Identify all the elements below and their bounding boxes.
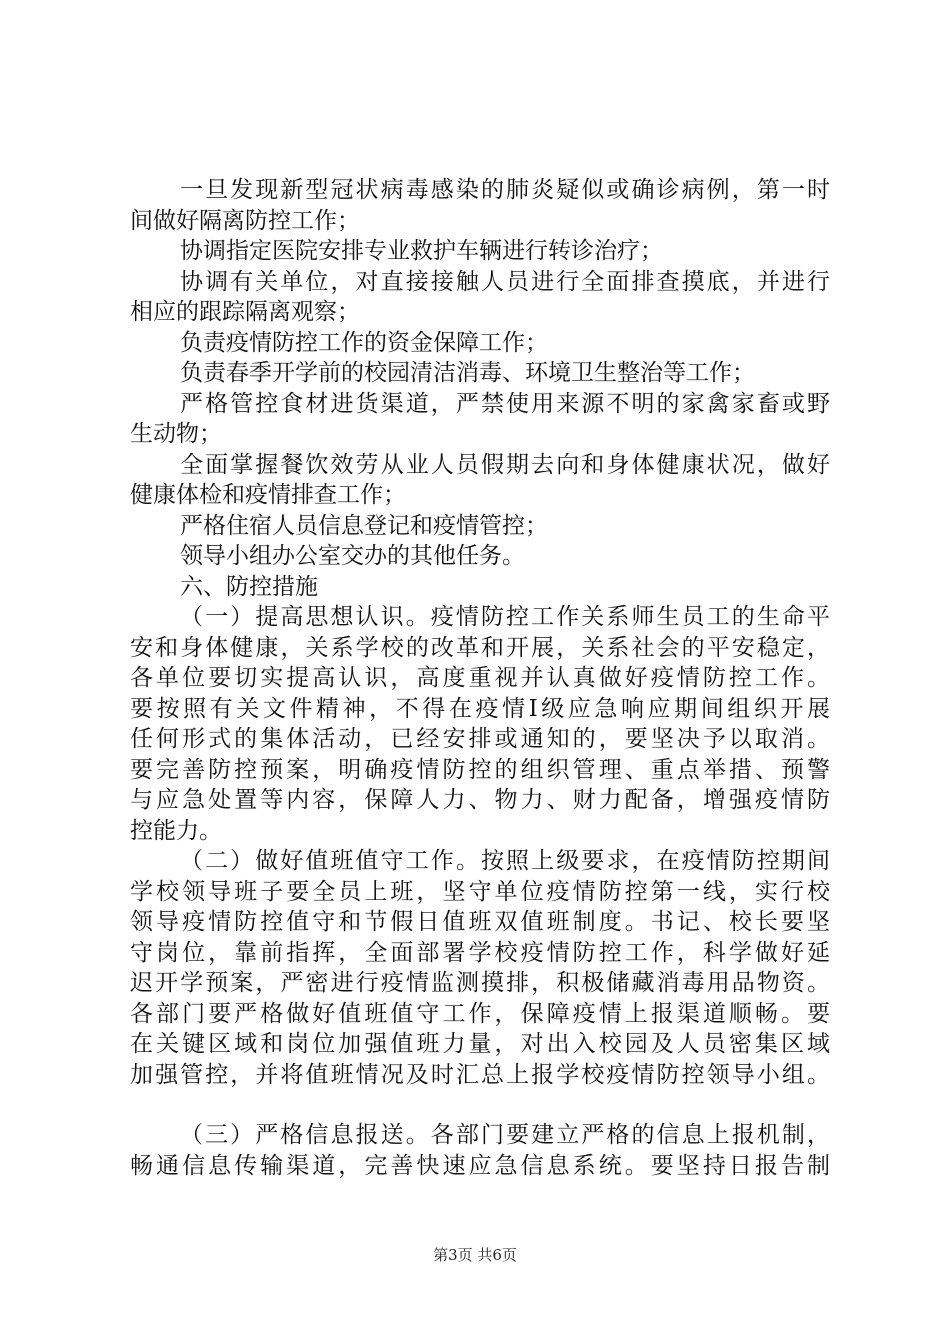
text-line: （二）做好值班值守工作。按照上级要求，在疫情防控期间: [180, 848, 830, 874]
text-line: 领导疫情防控值守和节假日值班双值班制度。书记、校长要坚: [130, 909, 830, 935]
text-line: （三）严格信息报送。各部门要建立严格的信息上报机制，: [180, 1122, 830, 1148]
text-line: 协调指定医院安排专业救护车辆进行转诊治疗；: [180, 238, 663, 264]
document-body: [130, 175, 830, 1181]
text-line: 严格管控食材进货渠道，严禁使用来源不明的家禽家畜或野: [180, 390, 830, 417]
text-line: 在关键区域和岗位加强值班力量，对出入校园及人员密集区域: [130, 1031, 830, 1057]
text-line: 守岗位，靠前指挥，全面部署学校疫情防控工作，科学做好延: [130, 939, 830, 966]
text-line: 领导小组办公室交办的其他任务。: [180, 543, 525, 569]
page-number-footer: 第3页 共6页: [433, 1246, 517, 1264]
text-line: 控能力。: [130, 817, 222, 844]
text-line: 间做好隔离防控工作；: [130, 207, 360, 234]
text-line: 健康体检和疫情排查工作；: [130, 482, 406, 508]
text-line: 严格住宿人员信息登记和疫情管控；: [180, 512, 548, 539]
text-line: 任何形式的集体活动，已经安排或通知的，要坚决予以取消。: [130, 726, 830, 752]
text-line: 安和身体健康，关系学校的改革和开展，关系社会的平安稳定，: [130, 634, 830, 661]
text-line: 全面掌握餐饮效劳从业人员假期去向和身体健康状况，做好: [180, 451, 830, 478]
text-line: 协调有关单位，对直接接触人员进行全面排查摸底，并进行: [180, 268, 830, 295]
text-line: 生动物；: [130, 421, 222, 447]
text-line: 迟开学预案，严密进行疫情监测摸排，积极储藏消毒用品物资。: [130, 970, 830, 996]
text-line: （一）提高思想认识。疫情防控工作关系师生员工的生命平: [180, 604, 830, 630]
text-line: 学校领导班子要全员上班，坚守单位疫情防控第一线，实行校: [130, 878, 830, 905]
text-line: 相应的跟踪隔离观察；: [130, 299, 360, 325]
text-line: 负责春季开学前的校园清洁消毒、环境卫生整治等工作；: [180, 360, 755, 386]
text-line: 负责疫情防控工作的资金保障工作；: [180, 329, 548, 356]
text-line: 要按照有关文件精神，不得在疫情Ⅰ级应急响应期间组织开展: [130, 695, 830, 722]
section-heading: 六、防控措施: [180, 573, 318, 600]
text-line: 加强管控，并将值班情况及时汇总上报学校疫情防控领导小组。: [130, 1061, 830, 1088]
text-line: 各单位要切实提高认识，高度重视并认真做好疫情防控工作。: [130, 665, 830, 691]
text-line: 一旦发现新型冠状病毒感染的肺炎疑似或确诊病例，第一时: [180, 177, 830, 203]
text-line: 畅通信息传输渠道，完善快速应急信息系统。要坚持日报告制: [130, 1152, 830, 1179]
text-line: 要完善防控预案，明确疫情防控的组织管理、重点举措、预警: [130, 756, 830, 783]
text-line: 与应急处置等内容，保障人力、物力、财力配备，增强疫情防: [130, 787, 830, 813]
text-line: 各部门要严格做好值班值守工作，保障疫情上报渠道顺畅。要: [130, 1000, 830, 1027]
